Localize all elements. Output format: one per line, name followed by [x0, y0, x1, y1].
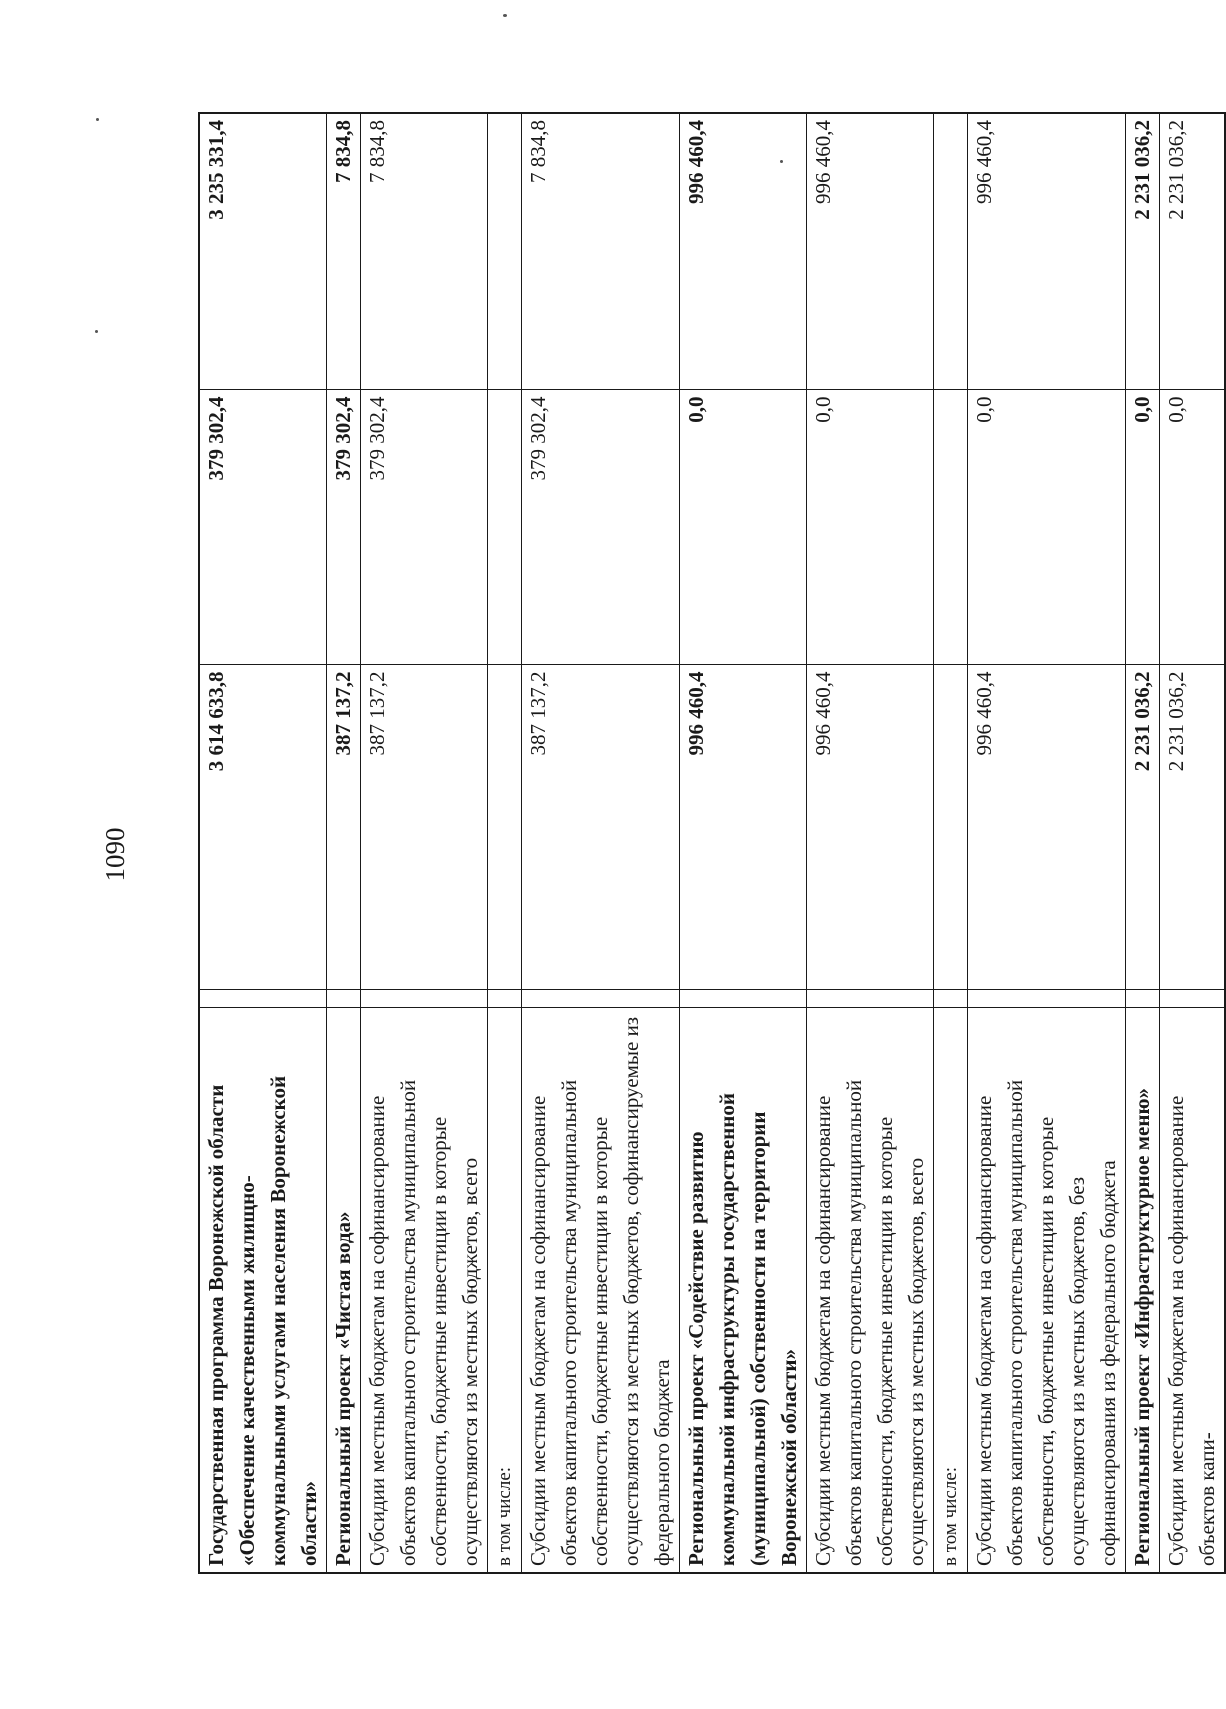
table-row-subsidy-total	[361, 113, 488, 1573]
table-row-subsidy-total	[807, 113, 934, 1573]
row-name: Субсидии местным бюджетам на софинансирование объектов капитального строительства муниципальной собственности, бюджетные инвестиции в которые осуществляются из местных бюджетов, без софинансирования из федерального бюджета	[968, 1008, 1126, 1573]
row-name: в том числе:	[934, 1008, 968, 1573]
row-value-federal: 0,0	[1160, 390, 1226, 665]
row-code-cell	[1160, 990, 1226, 1008]
table-row-subsidy-partial	[1160, 113, 1226, 1573]
row-name: Региональный проект «Инфраструктурное меню»	[1126, 1008, 1160, 1573]
row-value-federal: 379 302,4	[361, 390, 488, 665]
row-value-total: 387 137,2	[327, 665, 361, 990]
budget-table	[198, 112, 1226, 1574]
row-value-federal: 379 302,4	[327, 390, 361, 665]
row-value-regional: 2 231 036,2	[1160, 113, 1226, 390]
row-code-cell	[807, 990, 934, 1008]
row-value-total: 387 137,2	[361, 665, 488, 990]
table-row-including	[934, 113, 968, 1573]
row-value-total	[488, 665, 522, 990]
row-value-regional: 7 834,8	[522, 113, 680, 390]
row-value-regional	[934, 113, 968, 390]
row-value-federal: 0,0	[968, 390, 1126, 665]
row-name: Субсидии местным бюджетам на софинансирование объектов капитального строительства муниципальной собственности, бюджетные инвестиции в которые осуществляются из местных бюджетов, всего	[807, 1008, 934, 1573]
row-value-total: 2 231 036,2	[1160, 665, 1226, 990]
row-value-total: 2 231 036,2	[1126, 665, 1160, 990]
row-value-federal	[934, 390, 968, 665]
row-value-federal: 0,0	[680, 390, 807, 665]
row-code-cell	[199, 990, 327, 1008]
row-name: Региональный проект «Содействие развитию коммунальной инфраструктуры государственной (муниципальной) собственности на территории Воронежской области»	[680, 1008, 807, 1573]
row-value-regional: 2 231 036,2	[1126, 113, 1160, 390]
scan-speck	[96, 118, 99, 121]
row-code-cell	[327, 990, 361, 1008]
scan-speck	[503, 14, 507, 17]
row-value-total: 3 614 633,8	[199, 665, 327, 990]
row-value-regional: 996 460,4	[807, 113, 934, 390]
table-row-project-clean-water	[327, 113, 361, 1573]
row-value-regional	[488, 113, 522, 390]
row-value-federal: 0,0	[1126, 390, 1160, 665]
row-name: Субсидии местным бюджетам на софинансирование объектов капитального строительства муниципальной собственности, бюджетные инвестиции в которые осуществляются из местных бюджетов, софинансируемые из федерального бюджета	[522, 1008, 680, 1573]
row-code-cell	[680, 990, 807, 1008]
row-name: в том числе:	[488, 1008, 522, 1573]
table-row-state-program	[199, 113, 327, 1573]
row-value-total: 996 460,4	[680, 665, 807, 990]
scan-speck	[780, 160, 783, 163]
row-value-federal: 379 302,4	[522, 390, 680, 665]
row-value-federal: 0,0	[807, 390, 934, 665]
row-code-cell	[522, 990, 680, 1008]
row-value-total: 996 460,4	[968, 665, 1126, 990]
row-name: Субсидии местным бюджетам на софинансирование объектов капи-	[1160, 1008, 1226, 1573]
row-value-federal: 379 302,4	[199, 390, 327, 665]
row-value-regional: 996 460,4	[680, 113, 807, 390]
row-value-regional: 7 834,8	[361, 113, 488, 390]
row-code-cell	[968, 990, 1126, 1008]
row-code-cell	[488, 990, 522, 1008]
table-row-subsidy-federal	[522, 113, 680, 1573]
row-value-federal	[488, 390, 522, 665]
row-value-total: 387 137,2	[522, 665, 680, 990]
row-value-regional: 996 460,4	[968, 113, 1126, 390]
row-code-cell	[934, 990, 968, 1008]
page-number: 1090	[100, 827, 130, 882]
row-code-cell	[361, 990, 488, 1008]
table-row-project-communal	[680, 113, 807, 1573]
row-name: Субсидии местным бюджетам на софинансирование объектов капитального строительства муниципальной собственности, бюджетные инвестиции в которые осуществляются из местных бюджетов, всего	[361, 1008, 488, 1573]
row-name: Региональный проект «Чистая вода»	[327, 1008, 361, 1573]
table-row-subsidy-nonfederal	[968, 113, 1126, 1573]
row-value-regional: 7 834,8	[327, 113, 361, 390]
row-value-regional: 3 235 331,4	[199, 113, 327, 390]
table-row-including	[488, 113, 522, 1573]
scan-speck	[95, 330, 98, 333]
row-name: Государственная программа Воронежской области «Обеспечение качественными жилищно-коммунальными услугами населения Воронежской области»	[199, 1008, 327, 1573]
table-row-project-infrastructure-menu	[1126, 113, 1160, 1573]
row-value-total	[934, 665, 968, 990]
row-code-cell	[1126, 990, 1160, 1008]
row-value-total: 996 460,4	[807, 665, 934, 990]
